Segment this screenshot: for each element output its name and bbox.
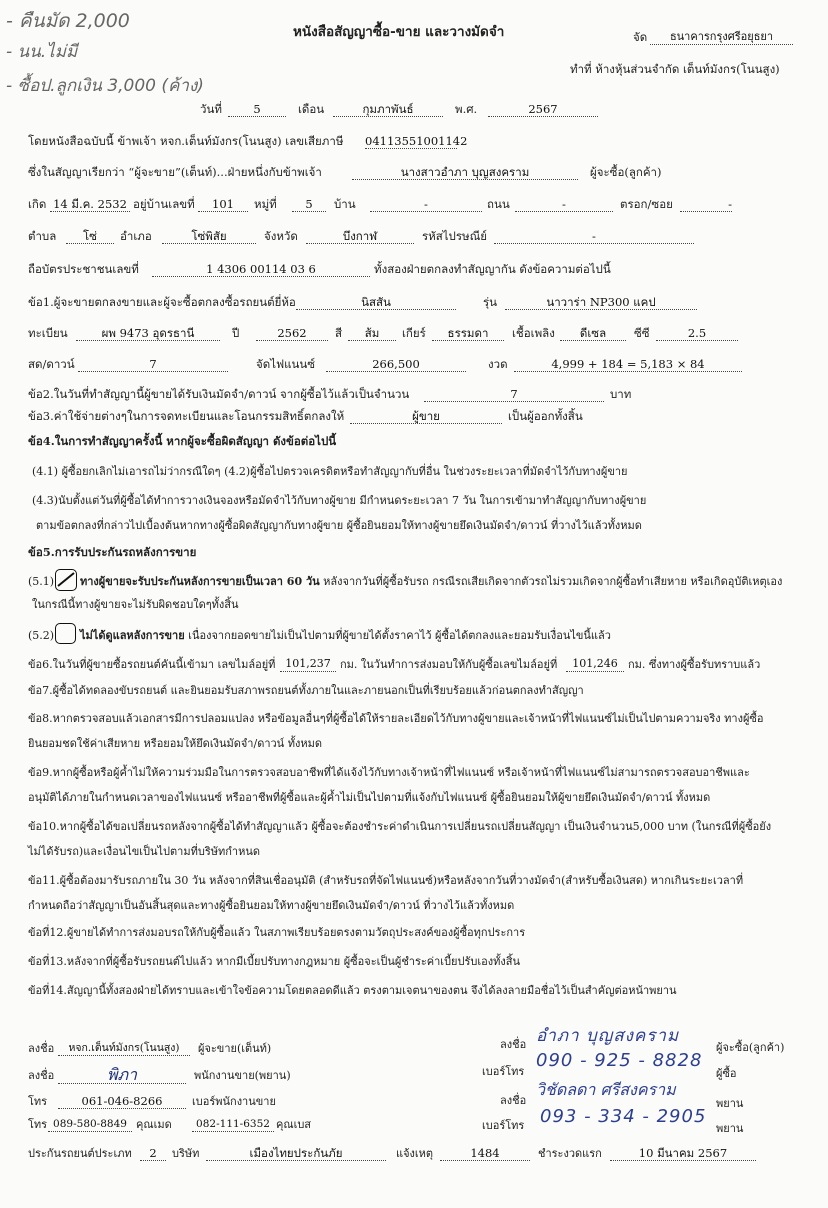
- soi: -: [680, 197, 732, 212]
- buyer-phone-role: ผู้ซื้อ: [716, 1067, 737, 1080]
- clause-8: ข้อ8.หากตรวจสอบแล้วเอกสารมีการปลอมแปลง หรือข้อมูลอื่นๆที่ผู้ซื้อได้ให้รายละเอียดไว้กับทางผู้ขายและเจ้าหน้าที่ไฟแนนซ์ไม่เป็นไปตามความจริง ทางผู้ซื้อ: [28, 712, 764, 725]
- clause-3: ข้อ3.ค่าใช้จ่ายต่างๆในการจดทะเบียนและโอนกรรมสิทธิ์ตกลงให้: [28, 409, 345, 423]
- clause-5-1-bold: ทางผู้ขายจะรับประกันหลังการขายเป็นเวลา 60 วัน: [80, 575, 320, 588]
- buyer-role: ผู้จะซื้อ(ลูกค้า): [590, 165, 662, 179]
- clause-2: ข้อ2.ในวันที่ทำสัญญานี้ผู้ขายได้รับเงินมัดจำ/ดาวน์ จากผู้ซื้อไว้แล้วเป็นจำนวน: [28, 387, 410, 401]
- clause-5-2-rest: เนื่องจากยอดขายไม่เป็นไปตามที่ผู้ขายได้ตั้งราคาไว้ ผู้ซื้อได้ตกลงและยอมรับเงื่อนไขนี้แล้ว: [184, 629, 611, 642]
- clause-5-2-num: (5.2): [28, 629, 55, 642]
- clause-14: ข้อที่14.สัญญานี้ทั้งสองฝ่ายได้ทราบและเข้าใจข้อความโดยตลอดดีแล้ว ตรงตามเจตนาของตน จึงได้ลงลายมือชื่อไว้เป็นสำคัญต่อหน้าพยาน: [28, 984, 677, 997]
- mileage-in: 101,237: [280, 657, 336, 672]
- contact-name: คุณเมด: [136, 1118, 172, 1131]
- clause-5-2-bold: ไม่ได้ดูแลหลังการขาย: [80, 629, 185, 642]
- clause-4-1: (4.1) ผู้ซื้อยกเลิกไม่เอารถไม่ว่ากรณีใดๆ (4.2)ผู้ซื้อไปตรวจเครดิตหรือทำสัญญากับที่อื่น ในช่วงระยะเวลาที่มัดจำไว้กับทางผู้ขาย: [32, 465, 628, 478]
- tel-label: โทร: [28, 1118, 48, 1131]
- company-label: บริษัท: [172, 1147, 200, 1160]
- clause-12: ข้อที่12.ผู้ขายได้ทำการส่งมอบรถให้กับผู้ซื้อแล้ว ในสภาพเรียบร้อยตรงตามวัตถุประสงค์ของผู้ซื้อทุกประการ: [28, 926, 526, 939]
- date-year: 2567: [488, 102, 598, 117]
- tax-id: 04113551001142: [365, 134, 468, 148]
- model-label: รุ่น: [483, 295, 498, 309]
- vehicle-year: 2562: [256, 326, 328, 341]
- idcard-tail: ทั้งสองฝ่ายตกลงทำสัญญากัน ดังข้อความต่อไปนี้: [374, 262, 611, 276]
- seller-line: ซึ่งในสัญญาเรียกว่า “ผู้จะขาย”(เต็นท์)...ฝ่ายหนึ่งกับข้าพเจ้า: [28, 165, 322, 179]
- clause-1: ข้อ1.ผู้จะขายตกลงขายและผู้จะซื้อตกลงซื้อรถยนต์ยี่ห้อ: [28, 295, 296, 309]
- finance-label: จัดไฟแนนซ์: [256, 357, 316, 371]
- witness-phone-role: พยาน: [716, 1122, 744, 1135]
- staff-signature-line: [58, 1065, 186, 1084]
- gear-label: เกียร์: [402, 326, 426, 340]
- birth-label: เกิด: [28, 197, 47, 211]
- color-label: สี: [335, 326, 343, 340]
- staff-signature: พิภา: [106, 1065, 138, 1084]
- written-at: ทำที่ ห้างหุ้นส่วนจำกัด เต็นท์มังกร(โนนสูง): [570, 62, 780, 76]
- clause-7: ข้อ7.ผู้ซื้อได้ทดลองขับรถยนต์ และยินยอมรับสภาพรถยนต์ทั้งภายในและภายนอกเป็นที่เรียบร้อยแล้วก่อนตกลงทำสัญญา: [28, 684, 584, 697]
- contact-phone: 089-580-8849: [48, 1117, 132, 1132]
- document-title: หนังสือสัญญาซื้อ-ขาย และวางมัดจำ: [293, 24, 505, 40]
- clause-13: ข้อที่13.หลังจากที่ผู้ซื้อรับรถยนต์ไปแล้ว หากมีเบี้ยปรับทางกฎหมาย ผู้ซื้อจะเป็นผู้ชำระค่าเบี้ยปรับเองทั้งสิ้น: [28, 955, 520, 968]
- reg-label: ทะเบียน: [28, 326, 68, 340]
- date-label: วันที่: [200, 102, 222, 116]
- phone-label: เบอร์โทร: [482, 1119, 525, 1132]
- handwritten-note: - นน.ไม่มี: [6, 42, 78, 62]
- moo: 5: [292, 197, 326, 212]
- sales-phone: 061-046-8266: [58, 1094, 186, 1109]
- clause-6-tail: กม. ซึ่งทางผู้ซื้อรับทราบแล้ว: [628, 658, 761, 671]
- installment-amount: 4,999 + 184 = 5,183 × 84: [514, 357, 742, 372]
- finance-label: จัด: [633, 30, 648, 44]
- clause-8-cont: ยินยอมชดใช้ค่าเสียหาย หรือยอมให้ยึดเงินมัดจำ/ดาวน์ ทั้งหมด: [28, 737, 322, 750]
- tel-label: โทร: [28, 1095, 48, 1108]
- first-payment-date: 10 มีนาคม 2567: [610, 1146, 756, 1161]
- amphoe-label: อำเภอ: [120, 229, 152, 243]
- deposit-amount: 7: [424, 387, 604, 402]
- installment-label: งวด: [488, 357, 508, 371]
- moo-label: หมู่ที่: [254, 197, 277, 211]
- fee-payer: ผู้ขาย: [350, 409, 502, 424]
- vehicle-color: ส้ม: [348, 326, 396, 341]
- clause-5-1-num: (5.1): [28, 575, 55, 588]
- tambon: โซ่: [66, 229, 114, 244]
- house-no: 101: [198, 197, 248, 212]
- year-label: ปี: [232, 326, 240, 340]
- phone-label: เบอร์โทร: [482, 1065, 525, 1078]
- vehicle-registration: ผพ 9473 อุดรธานี: [76, 326, 220, 341]
- contact-phone-2: 082-111-6352: [192, 1117, 274, 1132]
- insurance-label: ประกันรถยนต์ประเภท: [28, 1147, 132, 1160]
- cc-label: ซีซี: [634, 326, 650, 340]
- down-label: สด/ดาวน์: [28, 357, 75, 371]
- vehicle-fuel: ดีเซล: [560, 326, 626, 341]
- buyer-name: นางสาวอำภา บุญสงคราม: [352, 165, 578, 180]
- finance-company: ธนาคารกรุงศรีอยุธยา: [650, 30, 793, 45]
- clause-5-2: [80, 628, 611, 643]
- insurance-company: เมืองไทยประกันภัย: [206, 1146, 386, 1161]
- clause-11: ข้อ11.ผู้ซื้อต้องมารับรถภายใน 30 วัน หลังจากที่สินเชื่ออนุมัติ (สำหรับรถที่จัดไฟแนนซ์)หรือหลังจากวันที่วางมัดจำ(สำหรับซื้อเงินสด) หากเกินระยะเวลาที่: [28, 874, 744, 887]
- sign-label: ลงชื่อ: [28, 1042, 55, 1055]
- sales-phone-role: เบอร์พนักงานขาย: [192, 1095, 276, 1108]
- witness-phone: 093 - 334 - 2905: [540, 1106, 707, 1127]
- witness-role: พยาน: [716, 1097, 744, 1110]
- province: บึงกาฬ: [306, 229, 414, 244]
- idcard-label: ถือบัตรประชาชนเลขที่: [28, 262, 139, 276]
- fuel-label: เชื้อเพลิง: [512, 326, 555, 340]
- road-label: ถนน: [487, 197, 510, 211]
- house-label: อยู่บ้านเลขที่: [133, 197, 195, 211]
- clause-9-cont: อนุมัติได้ภายในกำหนดเวลาของไฟแนนซ์ หรืออาชีพที่ผู้ซื้อและผู้ค้ำไม่เป็นไปตามที่แจ้งกับไฟแนนซ์ ผู้ซื้อยินยอมให้ผู้ขายยึดเงินมัดจำ/ดาวน์ ทั้งหมด: [28, 791, 711, 804]
- village: -: [370, 197, 482, 212]
- notify-number: 1484: [440, 1146, 530, 1161]
- village-label: บ้าน: [334, 197, 356, 211]
- clause-6: ข้อ6.ในวันที่ผู้ขายซื้อรถยนต์คันนี้เข้ามา เลขไมล์อยู่ที่: [28, 658, 276, 671]
- handwritten-note: - ซื้อป.ลูกเงิน 3,000 (ค้าง): [6, 76, 204, 96]
- clause-4-3-cont: ตามข้อตกลงที่กล่าวไปเบื้องต้นหากทางผู้ซื้อผิดสัญญากับทางผู้ขาย ผู้ซื้อยินยอมให้ทางผู้ขายยึดเงินมัดจำ/ดาวน์ ที่วางไว้แล้วทั้งหมด: [36, 519, 642, 532]
- check-mark-icon: [56, 570, 76, 590]
- date-day: 5: [228, 102, 286, 117]
- handwritten-note: - คืนมัด 2,000: [6, 10, 130, 32]
- down-payment: 7: [78, 357, 228, 372]
- amphoe: โซ่พิสัย: [162, 229, 256, 244]
- contact-name-2: คุณเบส: [276, 1118, 312, 1131]
- clause-10: ข้อ10.หากผู้ซื้อได้ขอเปลี่ยนรถหลังจากผู้ซื้อได้ทำสัญญาแล้ว ผู้ซื้อจะต้องชำระค่าดำเนินการเปลี่ยนรถเปลี่ยนสัญญา เป็นเงินจำนวน5,000 บาท (ในกรณีที่ผู้ซื้อยัง: [28, 820, 772, 833]
- postcode-label: รหัสไปรษณีย์: [422, 229, 488, 243]
- insurance-type: 2: [140, 1146, 166, 1161]
- notify-label: แจ้งเหตุ: [396, 1147, 434, 1160]
- vehicle-gear: ธรรมดา: [432, 326, 504, 341]
- vehicle-model: นาวาร่า NP300 แคป: [505, 295, 697, 310]
- birth-date: 14 มี.ค. 2532: [50, 197, 130, 212]
- sign-label: ลงชื่อ: [28, 1069, 55, 1082]
- clause-4-3: (4.3)นับตั้งแต่วันที่ผู้ซื้อได้ทำการวางเงินจองหรือมัดจำไว้กับทางผู้ขาย มีกำหนดระยะเวลา 7 วัน ในการเข้ามาทำสัญญากับทางผู้ขาย: [32, 494, 647, 507]
- clause-5-title: ข้อ5.การรับประกันรถหลังการขาย: [28, 545, 197, 559]
- finance-amount: 266,500: [326, 357, 466, 372]
- clause-5-1: [80, 574, 782, 589]
- postcode: -: [494, 229, 694, 244]
- sign-label: ลงชื่อ: [500, 1094, 527, 1107]
- seller-role: ผู้จะขาย(เต็นท์): [198, 1042, 272, 1055]
- clause-10-cont: ไม่ได้รับรถ)และเงื่อนไขเป็นไปตามที่บริษัทกำหนด: [28, 845, 260, 858]
- clause-9: ข้อ9.หากผู้ซื้อหรือผู้ค้ำไม่ให้ความร่วมมือในการตรวจสอบอาชีพที่ได้แจ้งไว้กับทางเจ้าหน้าที่ไฟแนนซ์ หรือเจ้าหน้าที่ไฟแนนซ์ไม่สามารถตรวจสอบอาชีพและ: [28, 766, 750, 779]
- soi-label: ตรอก/ซอย: [620, 197, 673, 211]
- clause-4-title: ข้อ4.ในการทำสัญญาครั้งนี้ หากผู้จะซื้อผิดสัญญา ดังข้อต่อไปนี้: [28, 434, 337, 448]
- intro-text: โดยหนังสือฉบับนี้ ข้าพเจ้า หจก.เต็นท์มังกร(โนนสูง) เลขเสียภาษี: [28, 134, 344, 148]
- province-label: จังหวัด: [264, 229, 298, 243]
- buyer-role: ผู้จะซื้อ(ลูกค้า): [716, 1041, 785, 1054]
- year-label: พ.ศ.: [455, 102, 478, 116]
- tambon-label: ตำบล: [28, 229, 57, 243]
- clause-11-cont: กำหนดถือว่าสัญญาเป็นอันสิ้นสุดและทางผู้ซื้อยินยอมให้ทางผู้ขายยึดเงินมัดจำ/ดาวน์ ที่วางไว้แล้วทั้งหมด: [28, 899, 515, 912]
- sign-label: ลงชื่อ: [500, 1038, 527, 1051]
- staff-role: พนักงานขาย(พยาน): [194, 1069, 291, 1082]
- witness-signature: วิชัดลดา ศรีสงคราม: [536, 1080, 676, 1099]
- clause-6-mid: กม. ในวันทำการส่งมอบให้กับผู้ซื้อเลขไมล์อยู่ที่: [340, 658, 558, 671]
- currency-unit: บาท: [610, 387, 632, 401]
- clause-5-1-rest: หลังจากวันที่ผู้ซื้อรับรถ กรณีรถเสียเกิดจากตัวรถไม่รวมเกิดจากผู้ซื้อทำเสียหาย หรือเกิดอุบัติเหตุเอง: [319, 575, 783, 588]
- buyer-signature: อำภา บุญสงคราม: [536, 1026, 680, 1046]
- seller-signature: หจก.เต็นท์มังกร(โนนสูง): [58, 1041, 190, 1056]
- no-warranty-checkbox[interactable]: [55, 623, 76, 644]
- warranty-checkbox[interactable]: [55, 569, 77, 591]
- idcard-number: 1 4306 00114 03 6: [152, 262, 370, 277]
- month-label: เดือน: [298, 102, 325, 116]
- date-month: กุมภาพันธ์: [333, 102, 443, 117]
- buyer-phone: 090 - 925 - 8828: [536, 1050, 703, 1071]
- first-payment-label: ชำระงวดแรก: [538, 1147, 602, 1160]
- vehicle-cc: 2.5: [656, 326, 738, 341]
- road: -: [515, 197, 613, 212]
- mileage-out: 101,246: [566, 657, 624, 672]
- clause-3-tail: เป็นผู้ออกทั้งสิ้น: [508, 409, 583, 423]
- clause-5-1-cont: ในกรณีนี้ทางผู้ขายจะไม่รับผิดชอบใดๆทั้งสิ้น: [32, 598, 239, 611]
- vehicle-brand: นิสสัน: [296, 295, 456, 310]
